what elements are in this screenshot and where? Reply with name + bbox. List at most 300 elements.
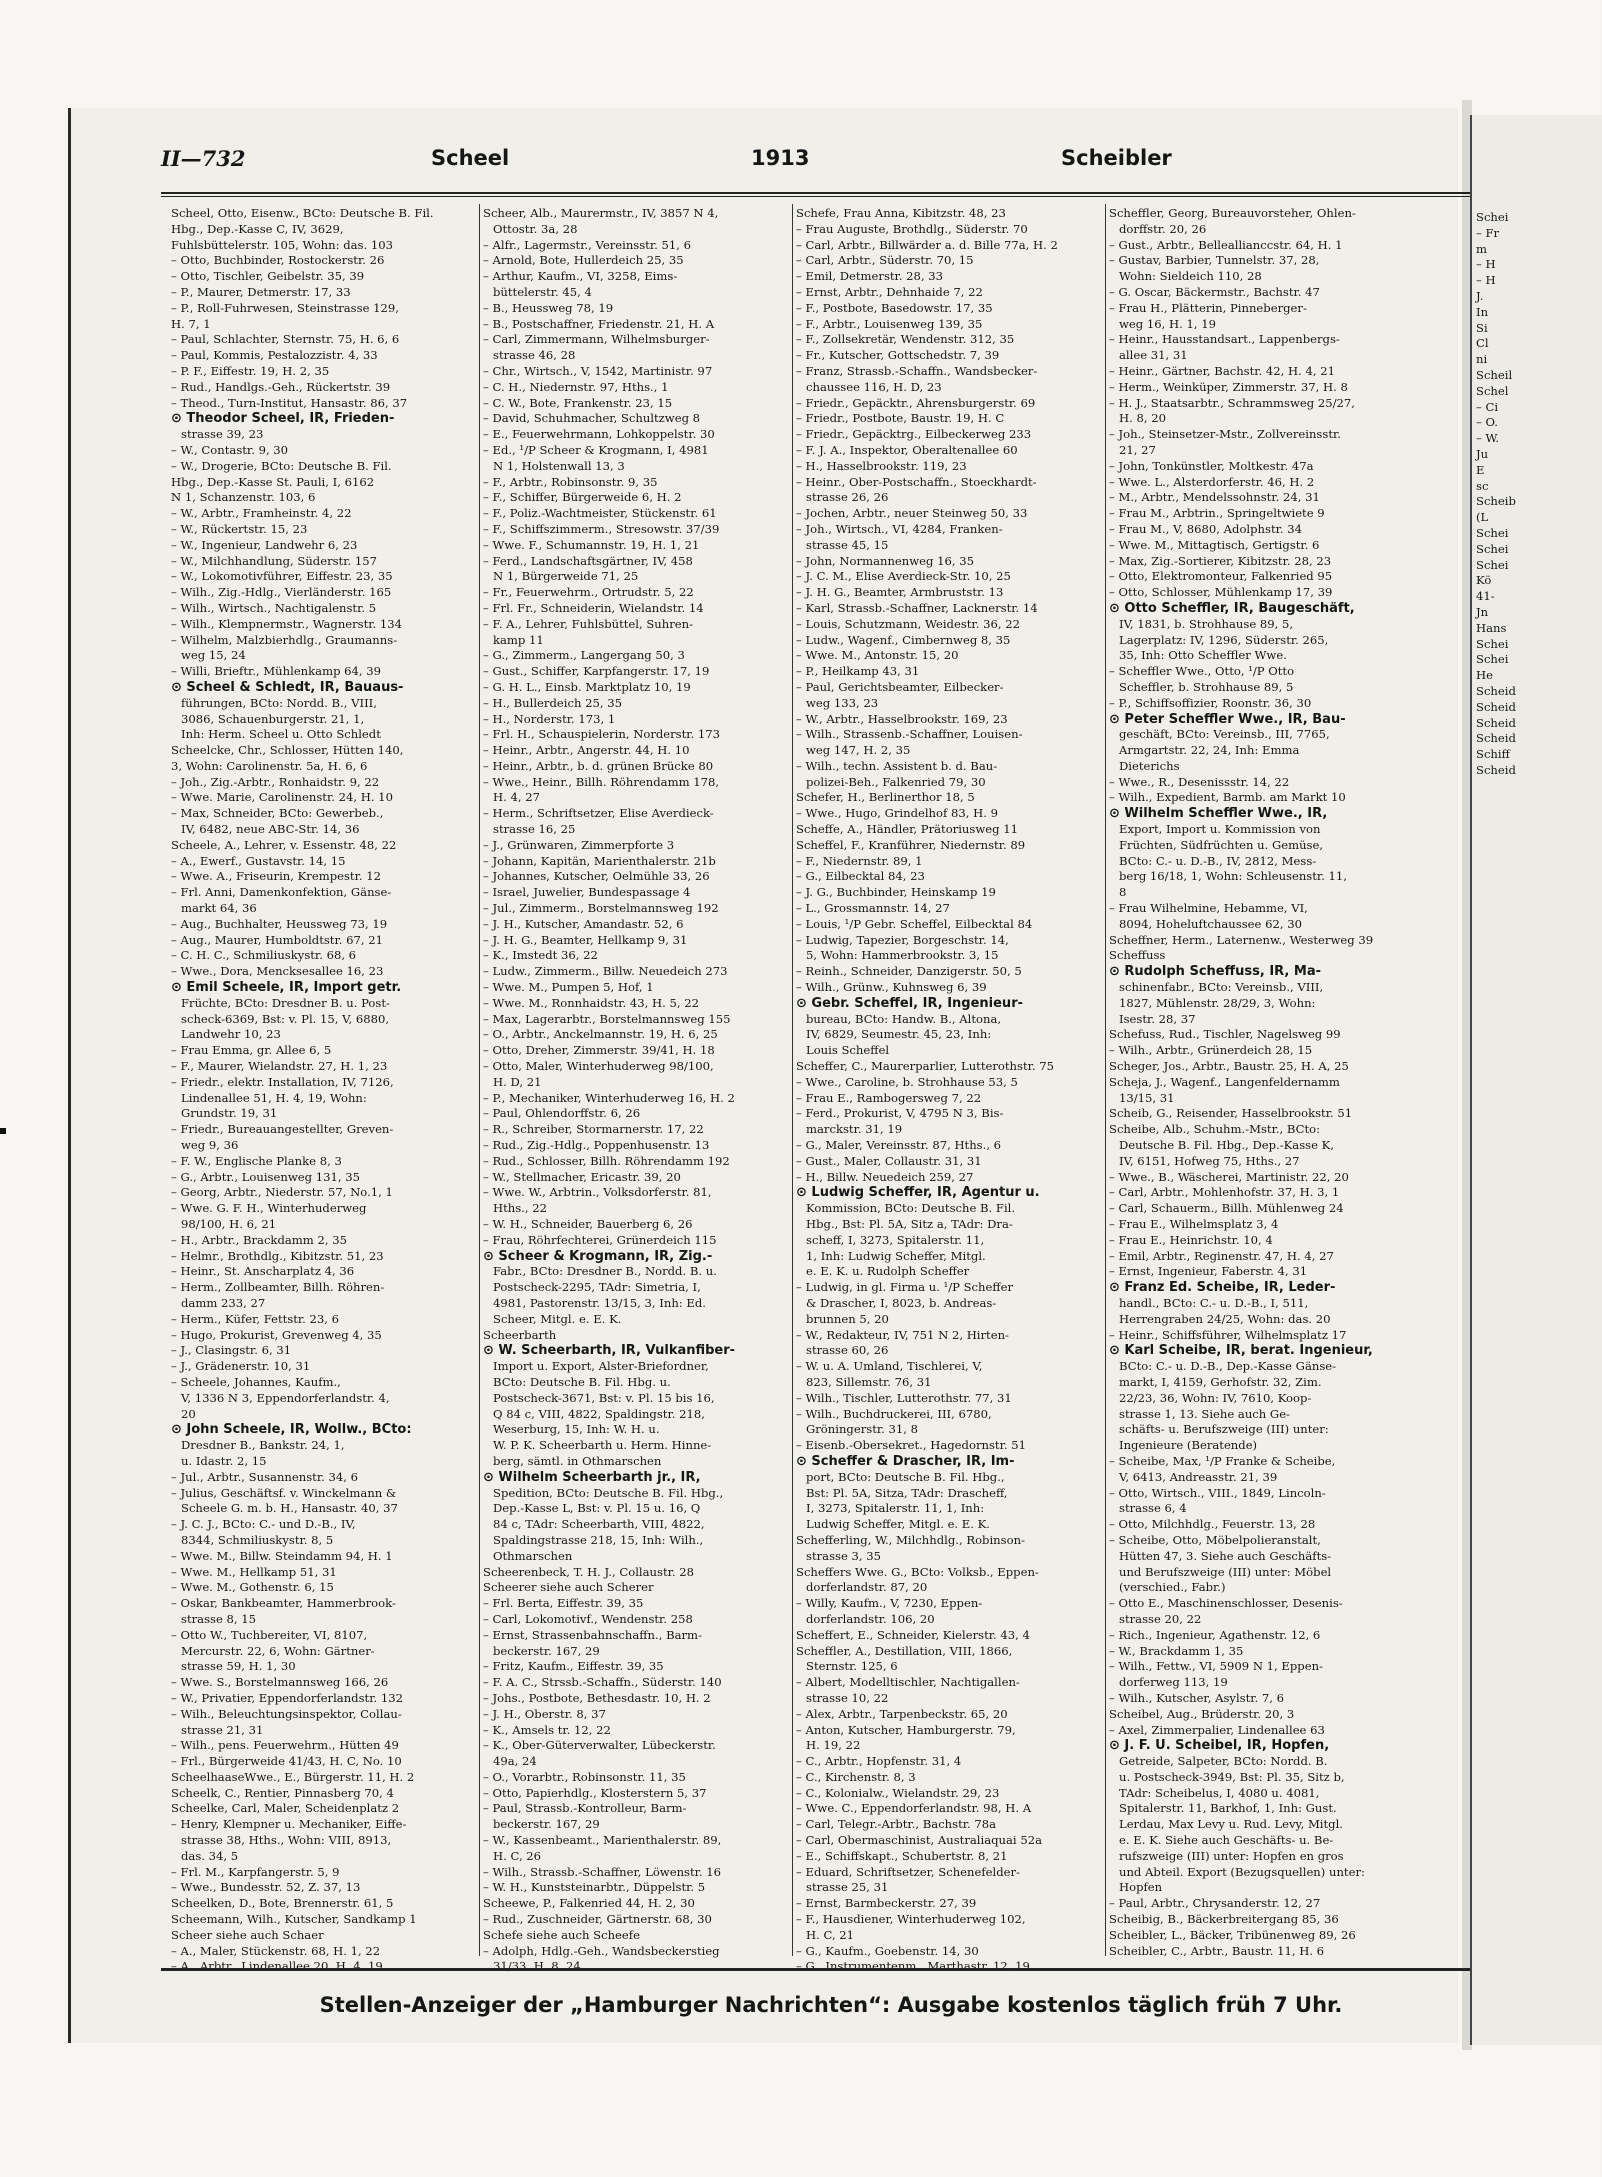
directory-entry: – A., Arbtr., Lindenallee 20, H. 4, 19 (171, 1959, 383, 1974)
directory-entry: 21, 27 (1119, 442, 1156, 457)
directory-entry: Hbg., Bst: Pl. 5A, Sitz a, TAdr: Dra- (806, 1217, 1013, 1231)
directory-entry: – Frau M., Arbtrin., Springeltwiete 9 (1109, 506, 1325, 521)
directory-entry: N 1, Bürgerweide 71, 25 (493, 569, 639, 584)
directory-entry: – Rud., Schlosser, Billh. Röhrendamm 192 (483, 1153, 730, 1168)
directory-entry: – F. A., Lehrer, Fuhlsbüttel, Suhren- (483, 616, 694, 631)
directory-entry: H. 7, 1 (171, 316, 211, 331)
directory-firm-heading: ⊙ Theodor Scheel, IR, Frieden- (171, 411, 395, 427)
directory-entry: IV, 1831, b. Strohhause 89, 5, (1119, 616, 1294, 631)
directory-entry: Hütten 47, 3. Siehe auch Geschäfts- (1119, 1548, 1332, 1563)
directory-entry: – J. H. G., Beamter, Armbruststr. 13 (796, 585, 1004, 600)
directory-entry: – Frau Emma, gr. Allee 6, 5 (171, 1043, 332, 1058)
column-divider (479, 204, 480, 1956)
directory-entry: – W., Arbtr., Hasselbrookstr. 169, 23 (796, 711, 1008, 726)
directory-entry: – A., Maler, Stückenstr. 68, H. 1, 22 (171, 1943, 381, 1958)
edge-fragment: Kö (1476, 573, 1492, 588)
directory-entry: – Frau, Röhrfechterei, Grünerdeich 115 (483, 1232, 717, 1247)
directory-entry: IV, 6829, Seumestr. 45, 23, Inh: (806, 1027, 992, 1042)
directory-entry: Schefuss, Rud., Tischler, Nagelsweg 99 (1109, 1027, 1341, 1042)
directory-entry: Mercurstr. 22, 6, Wohn: Gärtner- (181, 1643, 375, 1658)
directory-entry: – Otto, Maler, Winterhuderweg 98/100, (483, 1059, 714, 1074)
directory-entry: – Carl, Arbtr., Süderstr. 70, 15 (796, 253, 974, 268)
directory-entry: – J., Grünwaren, Zimmerpforte 3 (483, 837, 675, 852)
directory-entry: – Franz, Strassb.-Schaffn., Wandsbecker- (796, 363, 1038, 378)
directory-entry: Wohn: Sieldeich 110, 28 (1119, 269, 1262, 284)
directory-entry: Landwehr 10, 23 (181, 1027, 281, 1042)
directory-entry: – C. W., Bote, Frankenstr. 23, 15 (483, 395, 673, 410)
directory-entry: – Wilh., Tischler, Lutterothstr. 77, 31 (796, 1390, 1012, 1405)
directory-entry: – Frau M., V, 8680, Adolphstr. 34 (1109, 521, 1303, 536)
directory-entry: – W., Stellmacher, Ericastr. 39, 20 (483, 1169, 681, 1184)
directory-entry: Scheffler, A., Destillation, VIII, 1866, (796, 1643, 1013, 1658)
directory-entry: – Wilh., Strassenb.-Schaffner, Louisen- (796, 727, 1023, 742)
directory-entry: – Paul, Strassb.-Kontrolleur, Barm- (483, 1801, 687, 1816)
directory-entry: – Wwe. Marie, Carolinenstr. 24, H. 10 (171, 790, 393, 805)
directory-entry: damm 233, 27 (181, 1295, 266, 1310)
directory-entry: – Wwe., Caroline, b. Strohhause 53, 5 (796, 1074, 1018, 1089)
directory-entry: Deutsche B. Fil. Hbg., Dep.-Kasse K, (1119, 1138, 1335, 1153)
directory-entry: – Louis, Schutzmann, Weidestr. 36, 22 (796, 616, 1020, 631)
directory-entry: 1, Inh: Ludwig Scheffer, Mitgl. (806, 1248, 986, 1263)
directory-entry: Hths., 22 (493, 1201, 547, 1216)
directory-entry: – Wwe. W., Arbtrin., Volksdorferstr. 81, (483, 1185, 712, 1200)
directory-entry: – Friedr., Postbote, Baustr. 19, H. C (796, 411, 1005, 426)
directory-entry: Schefe siehe auch Scheefe (483, 1927, 640, 1942)
directory-entry: – Wilhelm, Malzbierhdlg., Graumanns- (171, 632, 398, 647)
directory-entry: – J., Grädenerstr. 10, 31 (171, 1359, 311, 1374)
directory-entry: 5, Wohn: Hammerbrookstr. 3, 15 (806, 948, 999, 963)
directory-entry: strasse 38, Hths., Wohn: VIII, 8913, (181, 1833, 392, 1848)
directory-entry: – P., Mechaniker, Winterhuderweg 16, H. 2 (483, 1090, 735, 1105)
header-last-name: Scheibler (1061, 146, 1172, 170)
directory-entry: V, 1336 N 3, Eppendorferlandstr. 4, (181, 1390, 390, 1405)
header-year: 1913 (751, 146, 810, 170)
column-divider (792, 204, 793, 1956)
directory-entry: – Gust., Schiffer, Karpfangerstr. 17, 19 (483, 664, 710, 679)
directory-entry: port, BCto: Deutsche B. Fil. Hbg., (806, 1469, 1005, 1484)
directory-entry: – Jochen, Arbtr., neuer Steinweg 50, 33 (796, 506, 1028, 521)
directory-entry: – J. C. M., Elise Averdieck-Str. 10, 25 (796, 569, 1011, 584)
directory-entry: – Rich., Ingenieur, Agathenstr. 12, 6 (1109, 1627, 1321, 1642)
directory-entry: Lerdau, Max Levy u. Rud. Levy, Mitgl. (1119, 1817, 1343, 1832)
directory-entry: – G., Kaufm., Goebenstr. 14, 30 (796, 1943, 979, 1958)
directory-entry: – Jul., Zimmerm., Borstelmannsweg 192 (483, 901, 719, 916)
directory-entry: – W., Milchhandlung, Süderstr. 157 (171, 553, 377, 568)
directory-entry: – Otto, Papierhdlg., Klosterstern 5, 37 (483, 1785, 707, 1800)
directory-entry: e. E. K. u. Rudolph Scheffer (806, 1264, 970, 1279)
directory-entry: – C., Kolonialw., Wielandstr. 29, 23 (796, 1785, 1000, 1800)
edge-fragment: Scheid (1476, 715, 1516, 730)
directory-entry: N 1, Schanzenstr. 103, 6 (171, 490, 316, 505)
directory-entry: Weserburg, 15, Inh: W. H. u. (493, 1422, 660, 1437)
directory-entry: – J. C. J., BCto: C.- und D.-B., IV, (171, 1517, 356, 1532)
edge-fragment: Scheib (1476, 494, 1516, 509)
directory-firm-heading: ⊙ W. Scheerbarth, IR, Vulkanfiber- (483, 1343, 736, 1359)
directory-entry: – Wwe., Hugo, Grindelhof 83, H. 9 (796, 806, 998, 821)
directory-entry: – Wwe. L., Alsterdorferstr. 46, H. 2 (1109, 474, 1315, 489)
directory-entry: – Herm., Weinküper, Zimmerstr. 37, H. 8 (1109, 379, 1348, 394)
edge-fragment: Scheid (1476, 762, 1516, 777)
directory-entry: – Anton, Kutscher, Hamburgerstr. 79, (796, 1722, 1016, 1737)
directory-entry: strasse 10, 22 (806, 1690, 889, 1705)
directory-entry: – Wilh., Grünw., Kuhnsweg 6, 39 (796, 980, 987, 995)
directory-entry: Scheel, Otto, Eisenw., BCto: Deutsche B. Fil. (171, 206, 434, 220)
directory-entry: – Reinh., Schneider, Danzigerstr. 50, 5 (796, 964, 1022, 979)
directory-entry: 22/23, 36, Wohn: IV, 7610, Koop- (1119, 1390, 1312, 1405)
directory-entry: – W., Privatier, Eppendorferlandstr. 132 (171, 1690, 403, 1705)
directory-entry: Scheibe, Alb., Schuhm.-Mstr., BCto: (1109, 1122, 1321, 1137)
directory-entry: – Ludwig, Tapezier, Borgeschstr. 14, (796, 932, 1009, 947)
directory-entry: Scheffler, b. Strohhause 89, 5 (1119, 679, 1294, 694)
header-first-name: Scheel (431, 146, 510, 170)
directory-entry: 3, Wohn: Carolinenstr. 5a, H. 6, 6 (171, 758, 368, 773)
directory-entry: – W. u. A. Umland, Tischlerei, V, (796, 1359, 983, 1374)
directory-entry: Scheger, Jos., Arbtr., Baustr. 25, H. A, 25 (1109, 1059, 1349, 1074)
directory-entry: – Adolph, Hdlg.-Geh., Wandsbeckerstieg (483, 1943, 720, 1958)
directory-entry: – F., Postbote, Basedowstr. 17, 35 (796, 300, 993, 315)
directory-entry: – Heinr., Schiffsführer, Wilhelmsplatz 17 (1109, 1327, 1347, 1342)
edge-fragment: J. (1476, 288, 1484, 303)
directory-entry: H. 8, 20 (1119, 411, 1166, 426)
directory-entry: Inh: Herm. Scheel u. Otto Schledt (181, 727, 381, 742)
directory-entry: Früchten, Südfrüchten u. Gemüse, (1119, 837, 1324, 852)
directory-entry: – Oskar, Bankbeamter, Hammerbrook- (171, 1596, 396, 1611)
directory-entry: u. Idastr. 2, 15 (181, 1453, 267, 1468)
directory-entry: – Johannes, Kutscher, Oelmühle 33, 26 (483, 869, 710, 884)
directory-entry: – Carl, Arbtr., Mohlenhofstr. 37, H. 3, 1 (1109, 1185, 1340, 1200)
directory-entry: 49a, 24 (493, 1754, 537, 1769)
directory-entry: – K., Ober-Güterverwalter, Lübeckerstr. (483, 1738, 716, 1753)
directory-entry: W. P. K. Scheerbarth u. Herm. Hinne- (493, 1438, 712, 1453)
directory-entry: – Ludw., Wagenf., Cimbernweg 8, 35 (796, 632, 1011, 647)
directory-firm-heading: ⊙ John Scheele, IR, Wollw., BCto: (171, 1422, 412, 1438)
directory-entry: markt, I, 4159, Gerhofstr. 32, Zim. (1119, 1374, 1322, 1389)
directory-entry: – F., Hausdiener, Winterhuderweg 102, (796, 1912, 1026, 1927)
directory-entry: I, 3273, Spitalerstr. 11, 1, Inh: (806, 1501, 985, 1516)
directory-entry: Scheewe, P., Falkenried 44, H. 2, 30 (483, 1896, 695, 1911)
directory-entry: – F., Schiffer, Bürgerweide 6, H. 2 (483, 490, 682, 505)
directory-entry: – Willi, Brieftr., Mühlenkamp 64, 39 (171, 664, 382, 679)
directory-entry: – G., Arbtr., Louisenweg 131, 35 (171, 1169, 360, 1184)
directory-entry: Scheer siehe auch Schaer (171, 1927, 324, 1942)
directory-entry: – Willy, Kaufm., V, 7230, Eppen- (796, 1596, 983, 1611)
directory-entry: 13/15, 31 (1119, 1090, 1175, 1105)
directory-entry: – Frau Wilhelmine, Hebamme, VI, (1109, 901, 1308, 916)
directory-entry: Postscheck-3671, Bst: v. Pl. 15 bis 16, (493, 1390, 715, 1405)
directory-entry: BCto: C.- u. D.-B., IV, 2812, Mess- (1119, 853, 1317, 868)
directory-entry: markt 64, 36 (181, 901, 257, 916)
page-number: II—732 (161, 146, 246, 171)
page-header (71, 146, 1458, 186)
directory-entry: berg 16/18, 1, Wohn: Schleusenstr. 11, (1119, 869, 1347, 884)
directory-entry: strasse 60, 26 (806, 1343, 889, 1358)
directory-entry: – H., Bullerdeich 25, 35 (483, 695, 622, 710)
directory-entry: – Scheffler Wwe., Otto, ¹/P Otto (1109, 664, 1295, 679)
directory-entry: – Aug., Maurer, Humboldtstr. 67, 21 (171, 932, 383, 947)
directory-entry: H. C, 26 (493, 1848, 542, 1863)
directory-entry: – Wilh., Klempnermstr., Wagnerstr. 134 (171, 616, 403, 631)
directory-entry: – Heinr., Ober-Postschaffn., Stoeckhardt- (796, 474, 1037, 489)
directory-entry: & Drascher, I, 8023, b. Andreas- (806, 1295, 997, 1310)
directory-entry: – Wwe., Bundesstr. 52, Z. 37, 13 (171, 1880, 361, 1895)
directory-entry: – Karl, Strassb.-Schaffner, Lacknerstr. 14 (796, 600, 1038, 615)
directory-entry: dorffstr. 20, 26 (1119, 221, 1207, 236)
directory-entry: – G., Zimmerm., Langergang 50, 3 (483, 648, 685, 663)
directory-entry: Scheerer siehe auch Scherer (483, 1580, 654, 1595)
directory-entry: – Emil, Arbtr., Reginenstr. 47, H. 4, 27 (1109, 1248, 1334, 1263)
directory-entry: Scheer, Mitgl. e. E. K. (493, 1311, 622, 1326)
directory-entry: Dresdner B., Bankstr. 24, 1, (181, 1438, 345, 1453)
directory-firm-heading: ⊙ Peter Scheffler Wwe., IR, Bau- (1109, 711, 1346, 727)
directory-entry: – P., Schiffsoffizier, Roonstr. 36, 30 (1109, 695, 1312, 710)
directory-entry: – Wwe. A., Friseurin, Krempestr. 12 (171, 869, 381, 884)
directory-entry: – John, Normannenweg 16, 35 (796, 553, 975, 568)
directory-entry: – Herm., Zollbeamter, Billh. Röhren- (171, 1280, 385, 1295)
directory-entry: 31/33, H. 8, 24 (493, 1959, 581, 1974)
margin-mark (0, 1128, 6, 1134)
directory-entry: chaussee 116, H. D, 23 (806, 379, 942, 394)
directory-entry: – Israel, Juwelier, Bundespassage 4 (483, 885, 691, 900)
directory-entry: – F. A. C., Strssb.-Schaffn., Süderstr. 140 (483, 1675, 722, 1690)
directory-entry: – Paul, Ohlendorffstr. 6, 26 (483, 1106, 641, 1121)
directory-entry: – Henry, Klempner u. Mechaniker, Eiffe- (171, 1817, 407, 1832)
directory-entry: Scheelke, Carl, Maler, Scheidenplatz 2 (171, 1801, 400, 1816)
directory-entry: strasse 1, 13. Siehe auch Ge- (1119, 1406, 1290, 1421)
edge-fragment: – H (1476, 257, 1496, 272)
directory-entry: – W., Arbtr., Framheinstr. 4, 22 (171, 506, 352, 521)
directory-entry: Scheffuss (1109, 948, 1166, 963)
directory-column-4 (1109, 206, 1411, 1958)
directory-entry: brunnen 5, 20 (806, 1311, 889, 1326)
directory-entry: – Chr., Wirtsch., V, 1542, Martinistr. 97 (483, 363, 713, 378)
directory-entry: Scheffe, A., Händler, Prätoriusweg 11 (796, 822, 1018, 837)
directory-entry: – O., Vorarbtr., Robinsonstr. 11, 35 (483, 1769, 686, 1784)
directory-entry: – A., Ewerf., Gustavstr. 14, 15 (171, 853, 346, 868)
directory-entry: – H., Billw. Neuedeich 259, 27 (796, 1169, 974, 1184)
directory-entry: – G., Maler, Vereinsstr. 87, Hths., 6 (796, 1138, 1002, 1153)
edge-fragment: sc (1476, 478, 1489, 493)
directory-entry: strasse 45, 15 (806, 537, 889, 552)
directory-entry: – Julius, Geschäftsf. v. Winckelmann & (171, 1485, 397, 1500)
directory-firm-heading: ⊙ Wilhelm Scheffler Wwe., IR, (1109, 806, 1328, 822)
directory-entry: – Wwe. M., Antonstr. 15, 20 (796, 648, 959, 663)
directory-entry: Armgartstr. 22, 24, Inh: Emma (1119, 743, 1300, 758)
directory-entry: – F., Poliz.-Wachtmeister, Stückenstr. 61 (483, 506, 717, 521)
directory-entry: – M., Arbtr., Mendelssohnstr. 24, 31 (1109, 490, 1320, 505)
directory-entry: 4981, Pastorenstr. 13/15, 3, Inh: Ed. (493, 1295, 706, 1310)
directory-entry: – Fr., Kutscher, Gottschedstr. 7, 39 (796, 348, 1000, 363)
directory-entry: – P., Heilkamp 43, 31 (796, 664, 920, 679)
directory-entry: – J. H., Kutscher, Amandastr. 52, 6 (483, 916, 684, 931)
edge-fragment: Si (1476, 320, 1488, 335)
directory-entry: – Frl. M., Karpfangerstr. 5, 9 (171, 1864, 340, 1879)
directory-entry: – Frl., Bürgerweide 41/43, H. C, No. 10 (171, 1754, 402, 1769)
directory-entry: – W., Kassenbeamt., Marienthalerstr. 89, (483, 1833, 722, 1848)
edge-fragment: – Ci (1476, 399, 1499, 414)
directory-entry: – Frau E., Heinrichstr. 10, 4 (1109, 1232, 1273, 1247)
directory-entry: Grundstr. 19, 31 (181, 1106, 278, 1121)
directory-page (68, 108, 1458, 2043)
directory-entry: strasse 20, 22 (1119, 1611, 1202, 1626)
edge-fragment: Schel (1476, 383, 1509, 398)
directory-entry: 98/100, H. 6, 21 (181, 1217, 277, 1231)
directory-entry: Sternstr. 125, 6 (806, 1659, 898, 1674)
edge-fragment: (L (1476, 510, 1489, 525)
directory-entry: Import u. Export, Alster-Briefordner, (493, 1359, 709, 1374)
directory-entry: rufszweige (III) unter: Hopfen en gros (1119, 1848, 1344, 1863)
directory-entry: – C., Arbtr., Hopfenstr. 31, 4 (796, 1754, 962, 1769)
directory-entry: – Friedr., elektr. Installation, IV, 7126, (171, 1074, 394, 1089)
directory-entry: strasse 21, 31 (181, 1722, 264, 1737)
directory-entry: – Ed., ¹/P Scheer & Krogmann, I, 4981 (483, 442, 709, 457)
directory-entry: TAdr: Scheibelus, I, 4080 u. 4081, (1119, 1785, 1320, 1800)
directory-entry: – Frl. H., Schauspielerin, Norderstr. 173 (483, 727, 721, 742)
directory-entry: Scheer, Alb., Maurermstr., IV, 3857 N 4, (483, 206, 719, 220)
directory-entry: Scheffner, Herm., Laternenw., Westerweg 39 (1109, 932, 1374, 947)
directory-entry: Export, Import u. Kommission von (1119, 822, 1321, 837)
directory-entry: V, 6413, Andreasstr. 21, 39 (1119, 1469, 1278, 1484)
directory-entry: – Wwe. C., Eppendorferlandstr. 98, H. A (796, 1801, 1032, 1816)
directory-entry: Dep.-Kasse L, Bst: v. Pl. 15 u. 16, Q (493, 1501, 701, 1516)
directory-entry: Gröningerstr. 31, 8 (806, 1422, 918, 1437)
directory-entry: – Joh., Wirtsch., VI, 4284, Franken- (796, 521, 1003, 536)
directory-entry: – Wilh., pens. Feuerwehrm., Hütten 49 (171, 1738, 399, 1753)
edge-fragment: – H (1476, 273, 1496, 288)
directory-entry: Kommission, BCto: Deutsche B. Fil. (806, 1201, 1016, 1216)
directory-entry: 20 (181, 1406, 196, 1421)
directory-entry: IV, 6151, Hofweg 75, Hths., 27 (1119, 1153, 1300, 1168)
directory-entry: – Friedr., Gepäcktr., Ahrensburgerstr. 69 (796, 395, 1036, 410)
directory-entry: – G. Oscar, Bäckermstr., Bachstr. 47 (1109, 284, 1320, 299)
directory-entry: H. D, 21 (493, 1074, 542, 1089)
directory-entry: – Scheibe, Max, ¹/P Franke & Scheibe, (1109, 1453, 1336, 1468)
directory-entry: – Scheibe, Otto, Möbelpolieranstalt, (1109, 1532, 1321, 1547)
directory-entry: BCto: Deutsche B. Fil. Hbg. u. (493, 1374, 671, 1389)
directory-entry: – Carl, Obermaschinist, Australiaquai 52a (796, 1833, 1042, 1848)
edge-fragment: Schei (1476, 636, 1509, 651)
directory-entry: u. Postscheck-3949, Bst: Pl. 35, Sitz b, (1119, 1769, 1345, 1784)
directory-entry: – Wwe., B., Wäscherei, Martinistr. 22, 20 (1109, 1169, 1349, 1184)
edge-fragment: He (1476, 668, 1493, 683)
directory-entry: Getreide, Salpeter, BCto: Nordd. B. (1119, 1754, 1328, 1769)
directory-entry: – Frau Auguste, Brothdlg., Süderstr. 70 (796, 221, 1028, 236)
directory-entry: – G., Instrumentenm., Marthastr. 12, 19 (796, 1959, 1030, 1974)
directory-entry: – Eisenb.-Obersekret., Hagedornstr. 51 (796, 1438, 1026, 1453)
directory-entry: – O., Arbtr., Anckelmannstr. 19, H. 6, 25 (483, 1027, 718, 1042)
directory-entry: – Max, Schneider, BCto: Gewerbeb., (171, 806, 384, 821)
directory-entry: Scheffer, C., Maurerparlier, Lutterothstr. 75 (796, 1059, 1054, 1074)
edge-fragment: Schiff (1476, 747, 1510, 762)
directory-entry: – E., Schiffskapt., Schubertstr. 8, 21 (796, 1848, 1008, 1863)
directory-entry: Spitalerstr. 11, Barkhof, 1, Inh: Gust. (1119, 1801, 1337, 1816)
directory-entry: – Wilh., Expedient, Barmb. am Markt 10 (1109, 790, 1346, 805)
directory-entry: weg 16, H. 1, 19 (1119, 316, 1216, 331)
directory-entry: – W., Brackdamm 1, 35 (1109, 1643, 1244, 1658)
directory-entry: beckerstr. 167, 29 (493, 1643, 600, 1658)
directory-entry: das. 34, 5 (181, 1848, 239, 1863)
directory-entry: Scheele G. m. b. H., Hansastr. 40, 37 (181, 1501, 398, 1516)
edge-fragment: Schei (1476, 210, 1509, 224)
edge-fragment: m (1476, 241, 1487, 256)
directory-entry: Postscheck-2295, TAdr: Simetria, I, (493, 1280, 701, 1295)
directory-entry: IV, 6482, neue ABC-Str. 14, 36 (181, 822, 360, 837)
directory-entry: Scheffert, E., Schneider, Kielerstr. 43, 4 (796, 1627, 1030, 1642)
directory-entry: – Gust., Maler, Collaustr. 31, 31 (796, 1153, 982, 1168)
directory-entry: – Fritz, Kaufm., Eiffestr. 39, 35 (483, 1659, 664, 1674)
directory-entry: – John, Tonkünstler, Moltkestr. 47a (1109, 458, 1314, 473)
directory-entry: Spaldingstrasse 218, 15, Inh: Wilh., (493, 1532, 704, 1547)
directory-entry: – R., Schreiber, Stormarnerstr. 17, 22 (483, 1122, 704, 1137)
directory-entry: – Ferd., Prokurist, V, 4795 N 3, Bis- (796, 1106, 1004, 1121)
directory-entry: – Ludwig, in gl. Firma u. ¹/P Scheffer (796, 1280, 1014, 1295)
directory-entry: H. 19, 22 (806, 1738, 861, 1753)
directory-entry: – K., Imstedt 36, 22 (483, 948, 598, 963)
directory-entry: – Heinr., Gärtner, Bachstr. 42, H. 4, 21 (1109, 363, 1336, 378)
directory-entry: Othmarschen (493, 1548, 573, 1563)
directory-entry: – Wilh., Kutscher, Asylstr. 7, 6 (1109, 1690, 1285, 1705)
directory-entry: – Wwe. M., Gothenstr. 6, 15 (171, 1580, 334, 1595)
directory-entry: 8094, Hoheluftchaussee 62, 30 (1119, 916, 1302, 931)
directory-entry: – Otto, Wirtsch., VIII., 1849, Lincoln- (1109, 1485, 1326, 1500)
directory-entry: – Wwe. M., Billw. Steindamm 94, H. 1 (171, 1548, 393, 1563)
directory-entry: – C. H. C., Schmiliuskystr. 68, 6 (171, 948, 357, 963)
directory-entry: e. E. K. Siehe auch Geschäfts- u. Be- (1119, 1833, 1334, 1848)
directory-entry: Louis Scheffel (806, 1043, 890, 1058)
directory-entry: – Max, Lagerarbtr., Borstelmannsweg 155 (483, 1011, 731, 1026)
directory-entry: Scheibig, B., Bäckerbreitergang 85, 36 (1109, 1912, 1339, 1927)
directory-entry: Scheibler, L., Bäcker, Tribünenweg 89, 26 (1109, 1927, 1356, 1942)
next-page-edge-text (1476, 210, 1596, 779)
directory-entry: Scheja, J., Wagenf., Langenfeldernamm (1109, 1074, 1340, 1089)
edge-fragment: Schei (1476, 652, 1509, 667)
directory-entry: strasse 39, 23 (181, 427, 264, 442)
directory-entry: Scheffers Wwe. G., BCto: Volksb., Eppen- (796, 1564, 1039, 1579)
directory-entry: N 1, Holstenwall 13, 3 (493, 458, 625, 473)
directory-entry: scheff, I, 3273, Spitalerstr. 11, (806, 1232, 985, 1247)
directory-entry: Q 84 c, VIII, 4822, Spaldingstr. 218, (493, 1406, 705, 1421)
directory-entry: bureau, BCto: Handw. B., Altona, (806, 1011, 1002, 1026)
directory-firm-heading: ⊙ Wilhelm Scheerbarth jr., IR, (483, 1469, 701, 1485)
directory-entry: büttelerstr. 45, 4 (493, 284, 592, 299)
directory-entry: strasse 26, 26 (806, 490, 889, 505)
directory-entry: – Otto, Buchbinder, Rostockerstr. 26 (171, 253, 385, 268)
directory-entry: beckerstr. 167, 29 (493, 1817, 600, 1832)
directory-entry: Ingenieure (Beratende) (1119, 1438, 1258, 1453)
directory-entry: – Frau E., Wilhelmsplatz 3, 4 (1109, 1217, 1279, 1231)
directory-entry: Scheerenbeck, T. H. J., Collaustr. 28 (483, 1564, 694, 1579)
directory-entry: Scheelcke, Chr., Schlosser, Hütten 140, (171, 743, 404, 758)
directory-entry: H. C, 21 (806, 1927, 855, 1942)
directory-entry: – Ernst, Barmbeckerstr. 27, 39 (796, 1896, 977, 1911)
directory-entry: geschäft, BCto: Vereinsb., III, 7765, (1119, 727, 1330, 742)
directory-entry: – Frl. Berta, Eiffestr. 39, 35 (483, 1596, 644, 1611)
directory-entry: Scheib, G., Reisender, Hasselbrookstr. 51 (1109, 1106, 1353, 1121)
directory-entry: – P. F., Eiffestr. 19, H. 2, 35 (171, 363, 330, 378)
directory-entry: – Fr., Feuerwehrm., Ortrudstr. 5, 22 (483, 585, 694, 600)
directory-entry: – Paul, Arbtr., Chrysanderstr. 12, 27 (1109, 1896, 1321, 1911)
directory-entry: – G., Eilbecktal 84, 23 (796, 869, 925, 884)
directory-entry: berg, sämtl. in Othmarschen (493, 1453, 662, 1468)
directory-entry: – Gustav, Barbier, Tunnelstr. 37, 28, (1109, 253, 1320, 268)
footer-rule (161, 1968, 1501, 1971)
directory-entry: – Alex, Arbtr., Tarpenbeckstr. 65, 20 (796, 1706, 1008, 1721)
directory-entry: Schefferling, W., Milchhdlg., Robinson- (796, 1532, 1025, 1547)
directory-entry: handl., BCto: C.- u. D.-B., I, 511, (1119, 1295, 1309, 1310)
directory-entry: – F., Arbtr., Louisenweg 139, 35 (796, 316, 983, 331)
directory-entry: – Wilh., Wirtsch., Nachtigalenstr. 5 (171, 600, 377, 615)
directory-entry: – J. H., Oberstr. 8, 37 (483, 1706, 606, 1721)
directory-entry: – Wwe. M., Ronnhaidstr. 43, H. 5, 22 (483, 995, 699, 1010)
